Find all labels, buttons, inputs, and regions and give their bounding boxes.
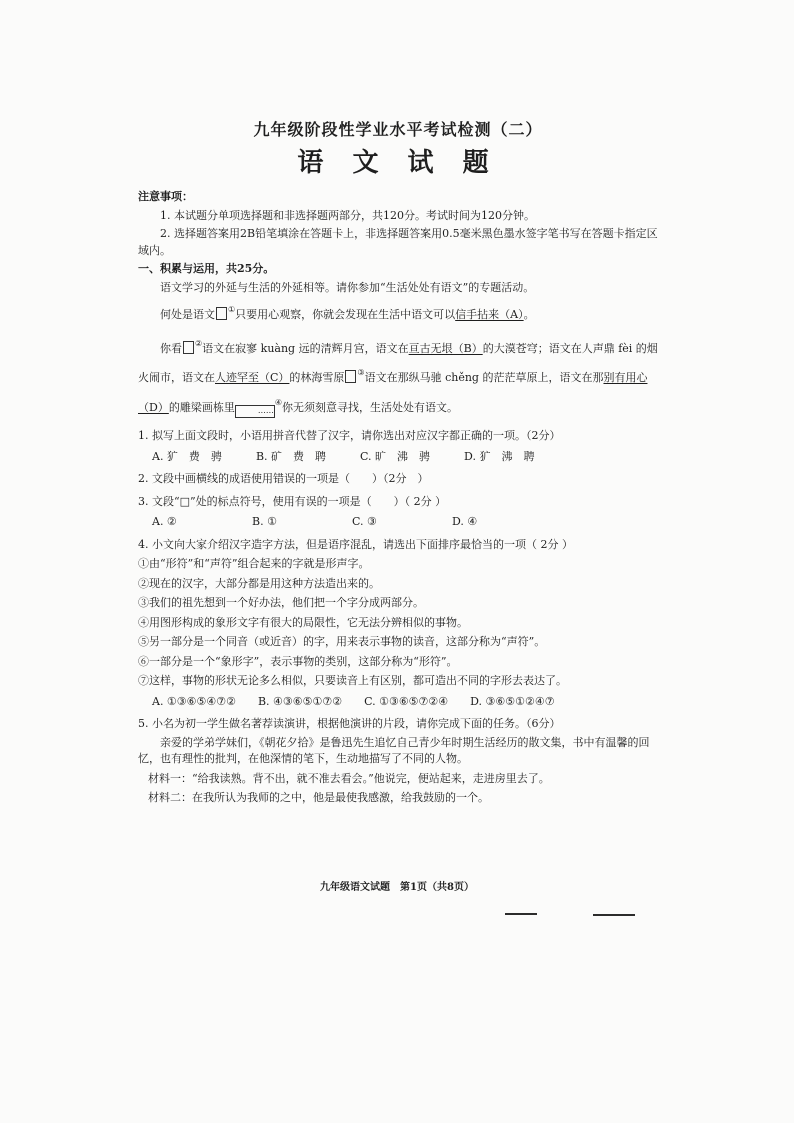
sentence-item-6: ⑥一部分是一个“象形字”，表示事物的类别，这部分称为“形符”。 <box>138 654 458 668</box>
option-b: B. ④③⑥⑤①⑦② <box>257 694 343 708</box>
option-d: D. ④ <box>452 515 478 529</box>
section-heading: 一、积累与运用，共25分。 <box>138 262 275 275</box>
question-1-options <box>138 449 658 466</box>
passage-text: 。 <box>523 308 535 321</box>
passage-text: 语文在那纵马驰 chěng 的茫茫草原上，语文在那 <box>364 371 604 385</box>
punctuation-blank-box <box>183 341 194 354</box>
blank-marker: ③ <box>357 368 365 378</box>
notice-item-2: 2. 选择题答案用2B铅笔填涂在答题卡上，非选择题答案用0.5毫米黑色墨水签字笔书写在答题卡指定区域内。 <box>138 227 658 257</box>
exam-title: 九年级阶段性学业水平考试检测（二） <box>253 120 543 139</box>
sentence-item-4: ④用图形构成的象形文字有很大的局限性，它无法分辨相似的事物。 <box>138 615 468 629</box>
notice-heading: 注意事项： <box>138 190 193 203</box>
option-d: D. ③⑥⑤①②④⑦ <box>470 694 555 708</box>
scan-mark <box>505 913 537 915</box>
passage-text: 语文在寂寥 kuàng 远的清辉月宫，语文在 <box>202 341 409 355</box>
question-3-options <box>138 514 658 531</box>
material-2: 材料二：在我所认为我师的之中，他是最使我感激，给我鼓励的一个。 <box>148 791 489 805</box>
punctuation-blank-box <box>345 370 356 383</box>
scan-mark <box>593 914 635 916</box>
question-1-stem: 1. 拟写上面文段时，小语用拼音代替了汉字，请你选出对应汉字都正确的一项。（2分） <box>138 429 561 443</box>
speech-text: 亲爱的学弟学妹们，《朝花夕拾》是鲁迅先生追忆自己青少年时期生活经历的散文集，书中有温馨的回忆，也有理性的批判，在他深情的笔下，生动地描写了不同的人物。 <box>138 735 650 766</box>
option-a: A. ② <box>152 515 177 529</box>
subject-title: 语 文 试 题 <box>297 148 499 178</box>
option-b: B. 矿 费 聘 <box>255 449 327 463</box>
page-footer: 九年级语文试题 第1页（共8页） <box>320 882 474 893</box>
option-c: C. 旷 沸 骋 <box>360 449 431 463</box>
option-a: A. 犷 费 骋 <box>152 449 222 463</box>
passage-text: 只要用心观察，你就会发现在生活中语文可以 <box>235 308 456 321</box>
underlined-idiom: 亘古无垠（B） <box>408 341 483 355</box>
passage-text: 的林海雪原 <box>289 371 345 385</box>
sentence-item-7: ⑦这样，事物的形状无论多么相似，只要读音上有区别，都可造出不同的字形去表达了。 <box>138 674 567 688</box>
option-c: C. ①③⑥⑤⑦②④ <box>364 694 449 708</box>
question-4-options <box>138 694 658 711</box>
passage-text: 的雕梁画栋里 <box>168 400 235 414</box>
section-intro: 语文学习的外延与生活的外延相等。请你参加“生活处处有语文”的专题活动。 <box>160 280 535 294</box>
passage-paragraph-1 <box>138 300 658 330</box>
underlined-idiom: 人迹罕至（C） <box>215 371 290 385</box>
question-4-stem: 4. 小文向大家介绍汉字造字方法，但是语序混乱，请选出下面排序最恰当的一项（ 2分 ） <box>138 537 573 551</box>
passage-paragraph-2 <box>138 334 658 423</box>
passage-text: 你无须刻意寻找，生活处处有语文。 <box>282 400 458 414</box>
passage-text: 何处是语文 <box>160 308 215 321</box>
sentence-item-2: ②现在的汉字，大部分都是用这种方法造出来的。 <box>138 576 380 590</box>
option-d: D. 犷 沸 聘 <box>464 449 535 463</box>
punctuation-blank-box <box>216 307 227 320</box>
punctuation-blank-box: …… <box>235 405 275 418</box>
blank-marker: ④ <box>274 397 282 407</box>
passage-text: 你看 <box>160 341 182 355</box>
option-a: A. ①③⑥⑤④⑦② <box>152 694 236 708</box>
underlined-idiom: 别有用心（D） <box>138 371 648 414</box>
material-1: 材料一：“给我读熟。背不出，就不准去看会。”他说完，便站起来，走进房里去了。 <box>148 771 550 785</box>
blank-marker: ② <box>195 338 203 348</box>
exam-content <box>138 118 658 810</box>
blank-marker: ① <box>228 305 236 314</box>
sentence-item-3: ③我们的祖先想到一个好办法，他们把一个字分成两部分。 <box>138 596 424 610</box>
passage-text: 的大漠苍穹；语文在人声鼎 fèi 的烟火闹市，语文在 <box>138 341 658 385</box>
sentence-item-5: ⑤另一部分是一个同音（或近音）的字，用来表示事物的读音，这部分称为“声符”。 <box>138 635 546 649</box>
notice-item-1: 1. 本试题分单项选择题和非选择题两部分，共120分。考试时间为120分钟。 <box>160 208 535 222</box>
sentence-item-1: ①由“形符”和“声符”组合起来的字就是形声字。 <box>138 557 370 571</box>
question-3-stem: 3. 文段“□”处的标点符号，使用有误的一项是（ ）（ 2分 ） <box>138 494 447 508</box>
question-5-stem: 5. 小名为初一学生做名著荐读演讲，根据他演讲的片段，请你完成下面的任务。（6分） <box>138 717 561 731</box>
question-2-stem: 2. 文段中画横线的成语使用错误的一项是（ ）（2分 ） <box>138 472 429 486</box>
option-c: C. ③ <box>352 515 377 529</box>
option-b: B. ① <box>252 515 277 529</box>
underlined-idiom: 信手拈来（A） <box>455 308 524 321</box>
